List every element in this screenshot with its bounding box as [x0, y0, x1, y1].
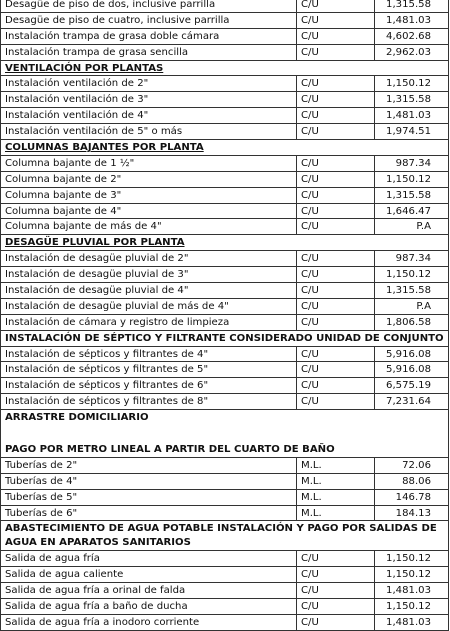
table-row	[0, 13, 449, 29]
item-description: Salida de agua fría a baño de ducha	[0, 599, 297, 614]
section-heading: ABASTECIMIENTO DE AGUA POTABLE INSTALACIÓN Y PAGO POR SALIDAS DE AGUA EN APARATOS SANITARIOS	[0, 521, 449, 551]
blank-spacer	[0, 426, 449, 442]
item-unit: C/U	[297, 394, 375, 409]
item-price: 987.34	[375, 251, 449, 266]
section-heading: VENTILACIÓN POR PLANTAS	[0, 61, 449, 77]
item-unit: C/U	[297, 204, 375, 219]
item-description: Tuberías de 5"	[0, 490, 297, 505]
item-price: 7,231.64	[375, 394, 449, 409]
item-description: Instalación de desagüe pluvial de 4"	[0, 283, 297, 298]
item-unit: C/U	[297, 219, 375, 234]
item-price: 5,916.08	[375, 347, 449, 362]
item-price: 1,150.12	[375, 267, 449, 282]
table-row	[0, 251, 449, 267]
table-row	[0, 490, 449, 506]
table-row	[0, 76, 449, 92]
item-description: Salida de agua fría a orinal de falda	[0, 583, 297, 598]
item-price: 6,575.19	[375, 378, 449, 393]
item-description: Columna bajante de 2"	[0, 172, 297, 187]
item-description: Tuberías de 2"	[0, 458, 297, 473]
item-unit: C/U	[297, 172, 375, 187]
item-unit: C/U	[297, 567, 375, 582]
item-description: Instalación de sépticos y filtrantes de 5"	[0, 362, 297, 377]
item-description: Salida de agua fría	[0, 551, 297, 566]
item-price: 1,315.58	[375, 92, 449, 107]
item-description: Instalación ventilación de 2"	[0, 76, 297, 91]
item-description: Instalación trampa de grasa sencilla	[0, 45, 297, 60]
item-price: P.A	[375, 299, 449, 314]
table-row	[0, 599, 449, 615]
item-unit: C/U	[297, 124, 375, 139]
item-description: Columna bajante de más de 4"	[0, 219, 297, 234]
table-row	[0, 394, 449, 410]
section-heading: INSTALACIÓN DE SÉPTICO Y FILTRANTE CONSIDERADO UNIDAD DE CONJUNTO	[0, 331, 449, 347]
item-price: 1,806.58	[375, 315, 449, 330]
item-description: Tuberías de 6"	[0, 506, 297, 521]
item-description: Instalación ventilación de 4"	[0, 108, 297, 123]
item-unit: C/U	[297, 251, 375, 266]
item-price: 88.06	[375, 474, 449, 489]
table-row	[0, 315, 449, 331]
item-unit: C/U	[297, 615, 375, 630]
table-row	[0, 299, 449, 315]
table-row	[0, 583, 449, 599]
item-unit: C/U	[297, 583, 375, 598]
item-description: Salida de agua fría a inodoro corriente	[0, 615, 297, 630]
table-row	[0, 124, 449, 140]
item-price: 4,602.68	[375, 29, 449, 44]
item-unit: C/U	[297, 188, 375, 203]
item-description: Instalación ventilación de 3"	[0, 92, 297, 107]
item-description: Instalación de desagüe pluvial de más de 4"	[0, 299, 297, 314]
section-heading: PAGO POR METRO LINEAL A PARTIR DEL CUARTO DE BAÑO	[0, 442, 449, 458]
item-unit: C/U	[297, 76, 375, 91]
item-description: Instalación de sépticos y filtrantes de 8"	[0, 394, 297, 409]
table-row	[0, 458, 449, 474]
section-heading: DESAGÜE PLUVIAL POR PLANTA	[0, 235, 449, 251]
table-row	[0, 0, 449, 13]
item-unit: C/U	[297, 283, 375, 298]
item-unit: C/U	[297, 551, 375, 566]
item-unit: C/U	[297, 45, 375, 60]
item-unit: M.L.	[297, 506, 375, 521]
item-price: 1,481.03	[375, 108, 449, 123]
item-description: Instalación de desagüe pluvial de 3"	[0, 267, 297, 282]
item-description: Columna bajante de 4"	[0, 204, 297, 219]
item-description: Columna bajante de 1 ½"	[0, 156, 297, 171]
table-row	[0, 92, 449, 108]
item-price: 1,481.03	[375, 615, 449, 630]
table-row	[0, 474, 449, 490]
table-row	[0, 45, 449, 61]
item-price: 1,150.12	[375, 172, 449, 187]
section-heading: COLUMNAS BAJANTES POR PLANTA	[0, 140, 449, 156]
item-unit: C/U	[297, 92, 375, 107]
item-price: 5,916.08	[375, 362, 449, 377]
table-row	[0, 219, 449, 235]
item-description: Desagüe de piso de dos, inclusive parrilla	[0, 0, 297, 12]
item-description: Instalación ventilación de 5" o más	[0, 124, 297, 139]
item-price: 1,974.51	[375, 124, 449, 139]
table-row	[0, 615, 449, 631]
item-description: Instalación de desagüe pluvial de 2"	[0, 251, 297, 266]
item-price: 1,646.47	[375, 204, 449, 219]
item-price: 1,150.12	[375, 567, 449, 582]
item-unit: C/U	[297, 156, 375, 171]
item-description: Columna bajante de 3"	[0, 188, 297, 203]
item-price: 1,150.12	[375, 76, 449, 91]
item-price: 1,150.12	[375, 551, 449, 566]
item-description: Instalación de sépticos y filtrantes de 6"	[0, 378, 297, 393]
item-price: 1,481.03	[375, 13, 449, 28]
table-row	[0, 347, 449, 363]
item-price: 987.34	[375, 156, 449, 171]
item-description: Instalación de cámara y registro de limpieza	[0, 315, 297, 330]
item-unit: M.L.	[297, 490, 375, 505]
item-unit: C/U	[297, 0, 375, 12]
item-unit: C/U	[297, 299, 375, 314]
item-unit: C/U	[297, 13, 375, 28]
item-price: 1,315.58	[375, 188, 449, 203]
item-price: 146.78	[375, 490, 449, 505]
item-description: Tuberías de 4"	[0, 474, 297, 489]
table-row	[0, 172, 449, 188]
item-price: 1,315.58	[375, 0, 449, 12]
item-price: 1,150.12	[375, 599, 449, 614]
item-unit: M.L.	[297, 458, 375, 473]
table-row	[0, 267, 449, 283]
item-price: 1,315.58	[375, 283, 449, 298]
item-price: 72.06	[375, 458, 449, 473]
item-unit: C/U	[297, 315, 375, 330]
table-row	[0, 362, 449, 378]
section-heading: ARRASTRE DOMICILIARIO	[0, 410, 449, 426]
table-row	[0, 567, 449, 583]
item-unit: C/U	[297, 378, 375, 393]
item-description: Desagüe de piso de cuatro, inclusive parrilla	[0, 13, 297, 28]
item-description: Instalación trampa de grasa doble cámara	[0, 29, 297, 44]
item-unit: C/U	[297, 29, 375, 44]
item-unit: C/U	[297, 347, 375, 362]
item-description: Instalación de sépticos y filtrantes de 4"	[0, 347, 297, 362]
item-unit: C/U	[297, 108, 375, 123]
table-row	[0, 506, 449, 522]
item-description: Salida de agua caliente	[0, 567, 297, 582]
item-price: 1,481.03	[375, 583, 449, 598]
item-unit: C/U	[297, 599, 375, 614]
table-row	[0, 551, 449, 567]
table-row	[0, 283, 449, 299]
table-row	[0, 188, 449, 204]
table-row	[0, 378, 449, 394]
table-row	[0, 204, 449, 220]
item-price: 184.13	[375, 506, 449, 521]
item-unit: C/U	[297, 267, 375, 282]
item-price: P.A	[375, 219, 449, 234]
item-price: 2,962.03	[375, 45, 449, 60]
table-row	[0, 108, 449, 124]
table-row	[0, 29, 449, 45]
item-unit: C/U	[297, 362, 375, 377]
item-unit: M.L.	[297, 474, 375, 489]
table-row	[0, 156, 449, 172]
